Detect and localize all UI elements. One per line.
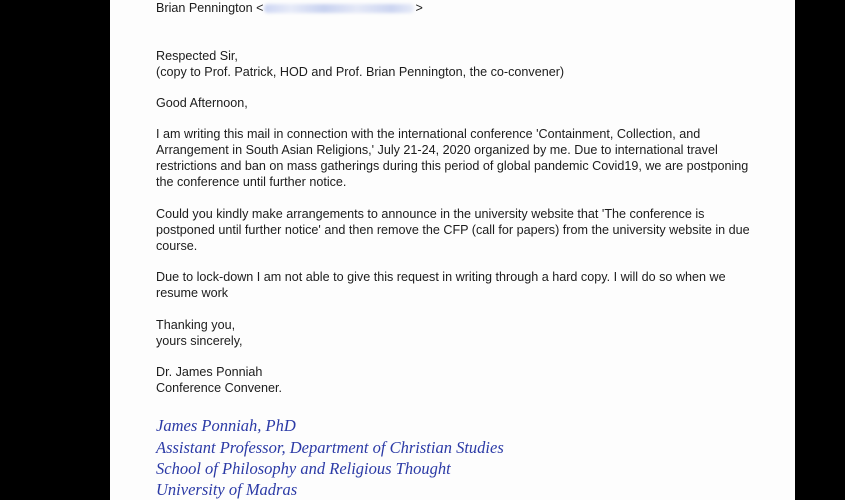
paragraph-1-line: the conference until further notice.	[156, 175, 347, 189]
sender-name: Brian Pennington	[156, 1, 253, 15]
sender-bracket-open: <	[256, 1, 264, 15]
signature-position: Assistant Professor, Department of Christian Studies	[156, 438, 504, 457]
paragraph-1-line: restrictions and ban on mass gatherings during this period of global pandemic Covid19, we are postponing	[156, 159, 749, 173]
paragraph-3-line: resume work	[156, 286, 229, 300]
paragraph-1-line: I am writing this mail in connection with the international conference 'Containment, Collection, and	[156, 127, 701, 141]
greeting: Good Afternoon,	[156, 96, 248, 110]
salutation: Respected Sir,	[156, 49, 238, 63]
sign-title: Conference Convener.	[156, 381, 283, 395]
paragraph-3-line: Due to lock-down I am not able to give this request in writing through a hard copy. I will do so when we	[156, 270, 726, 284]
sign-name: Dr. James Ponniah	[156, 365, 263, 379]
redacted-email-address	[264, 4, 414, 13]
signature-university: University of Madras	[156, 480, 298, 499]
sender-bracket-close: >	[415, 1, 423, 15]
signature-school: School of Philosophy and Religious Thought	[156, 459, 451, 478]
paragraph-1-line: Arrangement in South Asian Religions,' July 21-24, 2020 organized by me. Due to international travel	[156, 143, 718, 157]
sender-line	[156, 0, 423, 16]
paragraph-2-line: course.	[156, 239, 198, 253]
paragraph-2-line: postponed until further notice' and then remove the CFP (call for papers) from the university website in due	[156, 223, 750, 237]
closing-line: Thanking you,	[156, 318, 236, 332]
paragraph-2-line: Could you kindly make arrangements to announce in the university website that 'The conference is	[156, 207, 705, 221]
email-printout	[110, 0, 795, 500]
signature-name: James Ponniah, PhD	[156, 416, 296, 435]
copy-line: (copy to Prof. Patrick, HOD and Prof. Brian Pennington, the co-convener)	[156, 65, 565, 79]
closing-line: yours sincerely,	[156, 334, 243, 348]
